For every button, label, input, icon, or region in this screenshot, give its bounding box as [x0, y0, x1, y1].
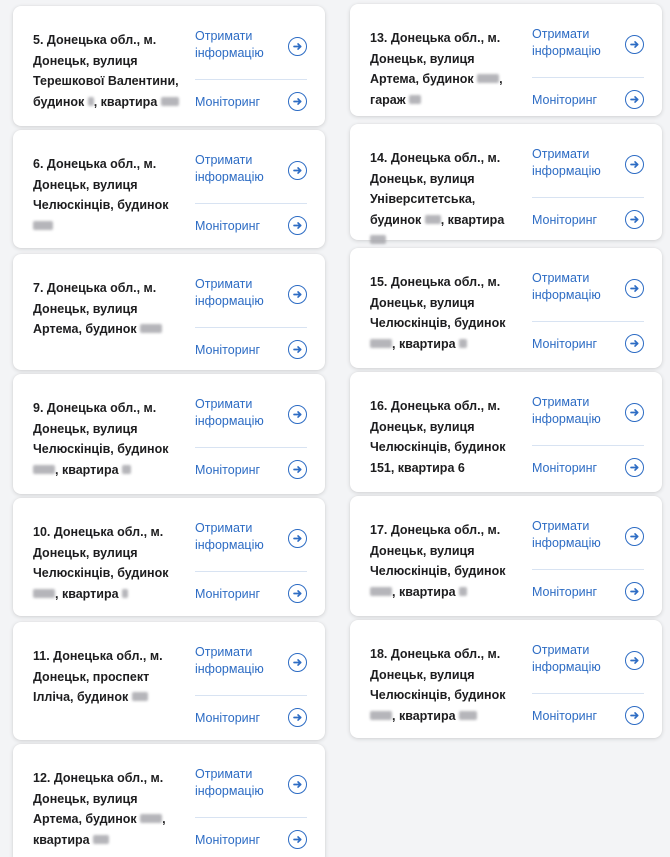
- property-card: [350, 496, 662, 616]
- arrow-right-circle-icon[interactable]: [288, 708, 307, 727]
- get-info-link[interactable]: [195, 644, 307, 692]
- arrow-right-circle-icon[interactable]: [288, 340, 307, 359]
- property-number: 12.: [33, 771, 54, 785]
- monitoring-link[interactable]: [195, 92, 307, 114]
- divider: [195, 447, 307, 448]
- monitoring-label: Моніторинг: [532, 213, 598, 227]
- divider: [532, 693, 644, 694]
- get-info-label: Отримати інформацію: [195, 277, 264, 308]
- redacted-value: [477, 74, 499, 83]
- property-number: 10.: [33, 525, 54, 539]
- redacted-value: [370, 711, 392, 720]
- arrow-right-circle-icon[interactable]: [288, 92, 307, 111]
- property-card: [13, 130, 325, 248]
- card-actions: [195, 396, 307, 482]
- property-address: [33, 646, 185, 708]
- arrow-right-circle-icon[interactable]: [288, 161, 307, 180]
- get-info-label: Отримати інформацію: [195, 767, 264, 798]
- address-text: Донецька обл., м. Донецьк, вулиця Челюскінців, будинок: [33, 157, 169, 212]
- property-address: [370, 644, 522, 726]
- card-actions: [532, 270, 644, 356]
- card-actions: [195, 152, 307, 238]
- address-text: Донецька обл., м. Донецьк, вулиця Челюскінців, будинок 151, квартира 6: [370, 399, 506, 475]
- monitoring-label: Моніторинг: [532, 585, 598, 599]
- property-number: 17.: [370, 523, 391, 537]
- property-address: [33, 398, 185, 480]
- card-actions: [532, 146, 644, 232]
- monitoring-link[interactable]: [532, 210, 644, 232]
- divider: [532, 77, 644, 78]
- arrow-right-circle-icon[interactable]: [288, 216, 307, 235]
- monitoring-link[interactable]: [532, 706, 644, 728]
- divider: [195, 79, 307, 80]
- divider: [532, 197, 644, 198]
- property-address: [370, 520, 522, 602]
- redacted-value: [140, 324, 162, 333]
- arrow-right-circle-icon[interactable]: [625, 35, 644, 54]
- monitoring-label: Моніторинг: [195, 833, 261, 847]
- property-card: [350, 124, 662, 240]
- arrow-right-circle-icon[interactable]: [625, 651, 644, 670]
- property-number: 16.: [370, 399, 391, 413]
- address-text: , квартира: [392, 708, 460, 723]
- get-info-label: Отримати інформацію: [195, 521, 264, 552]
- get-info-link[interactable]: [532, 146, 644, 194]
- arrow-right-circle-icon[interactable]: [288, 405, 307, 424]
- monitoring-link[interactable]: [532, 582, 644, 604]
- redacted-value: [122, 589, 128, 598]
- arrow-right-circle-icon[interactable]: [288, 584, 307, 603]
- monitoring-label: Моніторинг: [195, 219, 261, 233]
- arrow-right-circle-icon[interactable]: [288, 775, 307, 794]
- address-text: Донецька обл., м. Донецьк, вулиця Челюскінців, будинок: [370, 523, 506, 578]
- property-card: [13, 254, 325, 370]
- monitoring-link[interactable]: [195, 460, 307, 482]
- get-info-link[interactable]: [195, 276, 307, 324]
- card-actions: [532, 642, 644, 728]
- property-address: [370, 396, 522, 478]
- divider: [195, 817, 307, 818]
- monitoring-link[interactable]: [532, 334, 644, 356]
- address-text: Донецька обл., м. Донецьк, проспект Ілліча, будинок: [33, 649, 163, 704]
- monitoring-link[interactable]: [195, 584, 307, 606]
- arrow-right-circle-icon[interactable]: [625, 90, 644, 109]
- monitoring-label: Моніторинг: [195, 587, 261, 601]
- monitoring-label: Моніторинг: [195, 711, 261, 725]
- property-address: [370, 28, 522, 110]
- get-info-label: Отримати інформацію: [532, 27, 601, 58]
- get-info-label: Отримати інформацію: [195, 153, 264, 184]
- divider: [195, 327, 307, 328]
- arrow-right-circle-icon[interactable]: [625, 403, 644, 422]
- get-info-link[interactable]: [532, 26, 644, 74]
- get-info-label: Отримати інформацію: [532, 395, 601, 426]
- address-text: , квартира: [55, 462, 123, 477]
- get-info-label: Отримати інформацію: [532, 271, 601, 302]
- monitoring-label: Моніторинг: [532, 709, 598, 723]
- arrow-right-circle-icon[interactable]: [288, 529, 307, 548]
- arrow-right-circle-icon[interactable]: [288, 285, 307, 304]
- divider: [532, 445, 644, 446]
- redacted-value: [88, 97, 94, 106]
- divider: [532, 321, 644, 322]
- redacted-value: [33, 221, 53, 230]
- address-text: , квартира: [93, 94, 161, 109]
- property-card: [13, 374, 325, 494]
- redacted-value: [425, 215, 441, 224]
- property-card: [350, 372, 662, 492]
- monitoring-link[interactable]: [195, 216, 307, 238]
- property-address: [33, 768, 185, 850]
- property-address: [370, 272, 522, 354]
- address-text: , квартира: [33, 812, 166, 847]
- property-card: [350, 248, 662, 368]
- card-actions: [195, 520, 307, 606]
- get-info-link[interactable]: [532, 394, 644, 442]
- address-text: , гараж: [370, 72, 503, 107]
- arrow-right-circle-icon[interactable]: [288, 830, 307, 849]
- card-actions: [532, 394, 644, 480]
- get-info-label: Отримати інформацію: [195, 397, 264, 428]
- address-text: Донецька обл., м. Донецьк, вулиця Артема, будинок: [370, 31, 501, 86]
- arrow-right-circle-icon[interactable]: [625, 706, 644, 725]
- divider: [195, 571, 307, 572]
- arrow-right-circle-icon[interactable]: [288, 653, 307, 672]
- redacted-value: [33, 589, 55, 598]
- arrow-right-circle-icon[interactable]: [625, 458, 644, 477]
- address-text: Донецька обл., м. Донецьк, вулиця Челюскінців, будинок: [370, 275, 506, 330]
- divider: [195, 203, 307, 204]
- card-actions: [195, 766, 307, 852]
- divider: [532, 569, 644, 570]
- property-card: [350, 4, 662, 116]
- monitoring-label: Моніторинг: [532, 93, 598, 107]
- property-card: [13, 622, 325, 740]
- property-number: 7.: [33, 281, 47, 295]
- redacted-value: [370, 339, 392, 348]
- property-number: 9.: [33, 401, 47, 415]
- arrow-right-circle-icon[interactable]: [625, 582, 644, 601]
- redacted-value: [409, 95, 421, 104]
- redacted-value: [370, 235, 386, 244]
- get-info-link[interactable]: [532, 270, 644, 318]
- monitoring-label: Моніторинг: [195, 343, 261, 357]
- redacted-value: [122, 465, 131, 474]
- get-info-label: Отримати інформацію: [195, 645, 264, 676]
- arrow-right-circle-icon[interactable]: [625, 527, 644, 546]
- property-number: 15.: [370, 275, 391, 289]
- property-address: [370, 148, 522, 251]
- address-text: Донецька обл., м. Донецьк, вулиця Артема, будинок: [33, 771, 164, 826]
- card-actions: [532, 26, 644, 112]
- property-number: 18.: [370, 647, 391, 661]
- monitoring-label: Моніторинг: [532, 461, 598, 475]
- get-info-link[interactable]: [195, 396, 307, 444]
- address-text: Донецька обл., м. Донецьк, вулиця Челюскінців, будинок: [33, 525, 169, 580]
- redacted-value: [459, 711, 477, 720]
- arrow-right-circle-icon[interactable]: [625, 279, 644, 298]
- card-actions: [195, 644, 307, 730]
- redacted-value: [132, 692, 148, 701]
- address-text: , квартира: [55, 586, 123, 601]
- redacted-value: [370, 587, 392, 596]
- card-actions: [195, 276, 307, 362]
- get-info-label: Отримати інформацію: [532, 643, 601, 674]
- property-card: [13, 744, 325, 857]
- address-text: , квартира: [392, 336, 460, 351]
- get-info-link[interactable]: [195, 152, 307, 200]
- monitoring-label: Моніторинг: [195, 95, 261, 109]
- property-address: [33, 278, 185, 340]
- address-text: Донецька обл., м. Донецьк, вулиця Челюскінців, будинок: [33, 401, 169, 456]
- address-text: Донецька обл., м. Донецьк, вулиця Челюскінців, будинок: [370, 647, 506, 702]
- get-info-link[interactable]: [532, 518, 644, 566]
- redacted-value: [93, 835, 109, 844]
- address-text: Донецька обл., м. Донецьк, вулиця Терешкової Валентини, будинок: [33, 33, 179, 109]
- arrow-right-circle-icon[interactable]: [288, 37, 307, 56]
- card-actions: [195, 28, 307, 114]
- get-info-link[interactable]: [195, 520, 307, 568]
- redacted-value: [33, 465, 55, 474]
- get-info-label: Отримати інформацію: [532, 147, 601, 178]
- property-number: 5.: [33, 33, 47, 47]
- monitoring-label: Моніторинг: [532, 337, 598, 351]
- monitoring-link[interactable]: [195, 830, 307, 852]
- property-card: [13, 6, 325, 126]
- address-text: , квартира: [440, 212, 505, 227]
- address-text: Донецька обл., м. Донецьк, вулиця Артема, будинок: [33, 281, 157, 336]
- property-card: [350, 620, 662, 738]
- monitoring-link[interactable]: [532, 458, 644, 480]
- property-number: 14.: [370, 151, 391, 165]
- arrow-right-circle-icon[interactable]: [625, 210, 644, 229]
- monitoring-link[interactable]: [195, 340, 307, 362]
- monitoring-link[interactable]: [532, 90, 644, 112]
- arrow-right-circle-icon[interactable]: [288, 460, 307, 479]
- redacted-value: [161, 97, 179, 106]
- arrow-right-circle-icon[interactable]: [625, 334, 644, 353]
- address-text: Донецька обл., м. Донецьк, вулиця Університетська, будинок: [370, 151, 501, 227]
- property-number: 6.: [33, 157, 47, 171]
- get-info-link[interactable]: [532, 642, 644, 690]
- divider: [195, 695, 307, 696]
- arrow-right-circle-icon[interactable]: [625, 155, 644, 174]
- monitoring-link[interactable]: [195, 708, 307, 730]
- property-number: 11.: [33, 649, 54, 663]
- property-number: 13.: [370, 31, 391, 45]
- property-address: [33, 154, 185, 236]
- property-card: [13, 498, 325, 616]
- property-address: [33, 522, 185, 604]
- get-info-label: Отримати інформацію: [532, 519, 601, 550]
- get-info-link[interactable]: [195, 766, 307, 814]
- redacted-value: [459, 587, 467, 596]
- redacted-value: [459, 339, 467, 348]
- monitoring-label: Моніторинг: [195, 463, 261, 477]
- card-actions: [532, 518, 644, 604]
- get-info-link[interactable]: [195, 28, 307, 76]
- get-info-label: Отримати інформацію: [195, 29, 264, 60]
- property-address: [33, 30, 185, 112]
- redacted-value: [140, 814, 162, 823]
- address-text: , квартира: [392, 584, 460, 599]
